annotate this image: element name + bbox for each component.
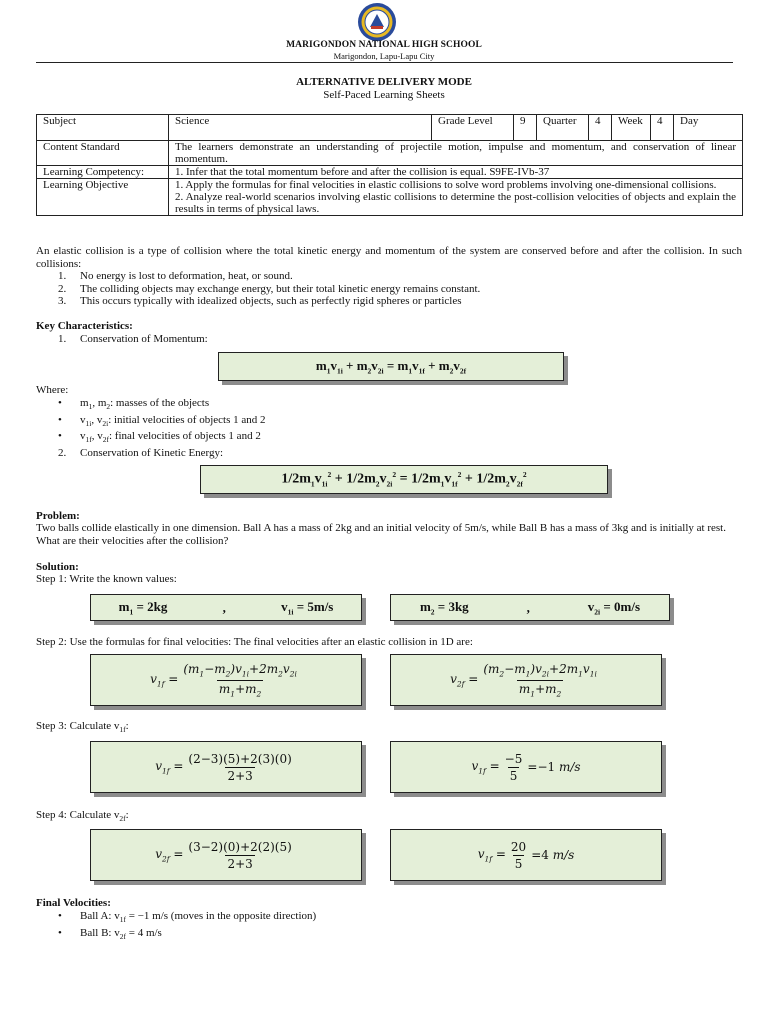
problem-heading: Problem: — [36, 510, 80, 522]
m2-value: $m_2 = 3kg$ — [419, 598, 469, 617]
kinetic-energy-equation: $1/2m_1v_{1i}^2 + 1/2m_2v_{2i}^2 = 1/2m_1v_{1f}^2 + 1/2m_2v_{2f}^2$ — [281, 470, 527, 489]
intro-paragraph: An elastic collision is a type of collision where the total kinetic energy and momentum of the system are conserved before and after the collision. In such collisions: — [36, 245, 742, 270]
where-label: Where: — [36, 384, 69, 396]
known-values-ball-b-box — [390, 594, 670, 621]
key-item-1: 1. Conservation of Momentum: — [58, 333, 208, 345]
m1-value: $m_1 = 2kg$ — [118, 598, 168, 617]
v1f-formula: $v_{1f}$ = $\frac{(m_1-m_2)v_{1i}+2m_2v_{2i}}{m_1+m_2}$ — [150, 662, 297, 698]
where-list — [58, 397, 266, 447]
list-item: • $v_{1i}$, $v_{2i}$: initial velocities of objects 1 and 2 — [58, 413, 266, 428]
list-item: • Ball A: $v_{1f} = -1$ m/s (moves in the opposite direction) — [58, 910, 317, 925]
key-item-2: 2. Conservation of Kinetic Energy: — [58, 447, 224, 459]
v1f-substitution: $v_{1f}$ = $\frac{(2-3)(5)+2(3)(0)}{2+3}$ — [155, 751, 292, 783]
subject-value: Science — [169, 115, 432, 141]
school-address: Marigondon, Lapu-Lapu City — [333, 51, 435, 61]
v2f-result: $v_{1f}$ = $\frac{20}{5}$ =4 m/s — [477, 839, 575, 871]
content-standard-value: The learners demonstrate an understanding of projectile motion, impulse and momentum, and conservation of linear momentum. — [169, 141, 743, 166]
known-values-ball-a-box — [90, 594, 362, 621]
school-name: MARIGONDON NATIONAL HIGH SCHOOL — [286, 40, 482, 50]
v1f-substitution-box — [90, 741, 362, 793]
objective-1: 1. Apply the formulas for final velocities in elastic collisions to solve word problems involving one-dimensional collisions. — [175, 179, 717, 191]
v2f-formula-box — [390, 654, 662, 706]
intro-list — [58, 270, 480, 308]
list-item: • $m_1$, $m_2$: masses of the objects — [58, 397, 210, 412]
school-seal-logo — [357, 2, 397, 42]
objective-value — [169, 179, 743, 216]
step-3-text: Step 3: Calculate $v_{1f}$: — [36, 720, 129, 735]
v1i-value: $v_{1i} = 5m/s$ — [281, 598, 334, 617]
v1f-result: $v_{1f}$ = $\frac{-5}{5}$ =−1 m/s — [471, 751, 581, 783]
day-label — [674, 115, 743, 141]
competency-label: Learning Competency: — [37, 166, 169, 179]
v2f-substitution-box — [90, 829, 362, 881]
step-2-text: Step 2: Use the formulas for final velocities: The final velocities after an elastic collision in 1D are: — [36, 636, 473, 648]
quarter-value: 4 — [589, 115, 612, 141]
v1f-result-box — [390, 741, 662, 793]
header-divider — [36, 62, 733, 63]
objective-label: Learning Objective — [37, 179, 169, 216]
list-item: • $v_{1f}$, $v_{2f}$: final velocities of objects 1 and 2 — [58, 430, 261, 445]
momentum-equation-box — [218, 352, 564, 381]
step-4-text: Step 4: Calculate $v_{2f}$: — [36, 809, 129, 824]
document-subtitle: Self-Paced Learning Sheets — [323, 89, 445, 101]
v1f-formula-box — [90, 654, 362, 706]
v2i-value: $v_{2i} = 0m/s$ — [587, 598, 641, 617]
list-item: • Ball B: $v_{2f} = 4$ m/s — [58, 926, 162, 941]
problem-text: Two balls collide elastically in one dimension. Ball A has a mass of 2kg and an initial velocity of 5m/s, while Ball B has a mass of 3kg and is initially at rest. What are their velocities after the collision? — [36, 522, 726, 547]
kinetic-energy-equation-box — [200, 465, 608, 494]
lesson-info-table — [36, 114, 743, 216]
v2f-substitution: $v_{2f}$ = $\frac{(3-2)(0)+2(2)(5)}{2+3}$ — [155, 839, 292, 871]
separator: , — [222, 599, 226, 615]
list-item: 3. This occurs typically with idealized objects, such as perfectly rigid spheres or particles — [58, 295, 462, 307]
final-velocities-list — [58, 910, 316, 943]
grade-value: 9 — [514, 115, 537, 141]
key-characteristics-heading: Key Characteristics: — [36, 320, 133, 332]
competency-value: 1. Infer that the total momentum before and after the collision is equal. S9FE-IVb-37 — [169, 166, 743, 179]
separator: , — [526, 599, 530, 615]
momentum-equation: $m_1v_{1i} + m_2v_{2i} = m_1v_{1f} + m_2v_{2f}$ — [315, 357, 467, 376]
list-item: 2. The colliding objects may exchange energy, but their total kinetic energy remains constant. — [58, 282, 481, 295]
content-standard-label: Content Standard — [37, 141, 169, 166]
step-1-text: Step 1: Write the known values: — [36, 573, 177, 585]
objective-2: 2. Analyze real-world scenarios involving elastic collisions to determine the post-collision velocities of objects and explain the results in terms of physical laws. — [175, 191, 736, 215]
final-velocities-heading: Final Velocities: — [36, 897, 111, 909]
day-label-text: Day — [680, 115, 699, 127]
week-label: Week — [612, 115, 651, 141]
document-title: ALTERNATIVE DELIVERY MODE — [296, 76, 472, 88]
v2f-formula: $v_{2f}$ = $\frac{(m_2-m_1)v_{2i}+2m_1v_{1i}}{m_1+m_2}$ — [450, 662, 597, 698]
grade-label: Grade Level — [432, 115, 514, 141]
week-value: 4 — [651, 115, 674, 141]
solution-heading: Solution: — [36, 561, 79, 573]
list-item: 1. No energy is lost to deformation, heat, or sound. — [58, 270, 293, 282]
quarter-label: Quarter — [537, 115, 589, 141]
subject-label: Subject — [37, 115, 169, 141]
v2f-result-box — [390, 829, 662, 881]
